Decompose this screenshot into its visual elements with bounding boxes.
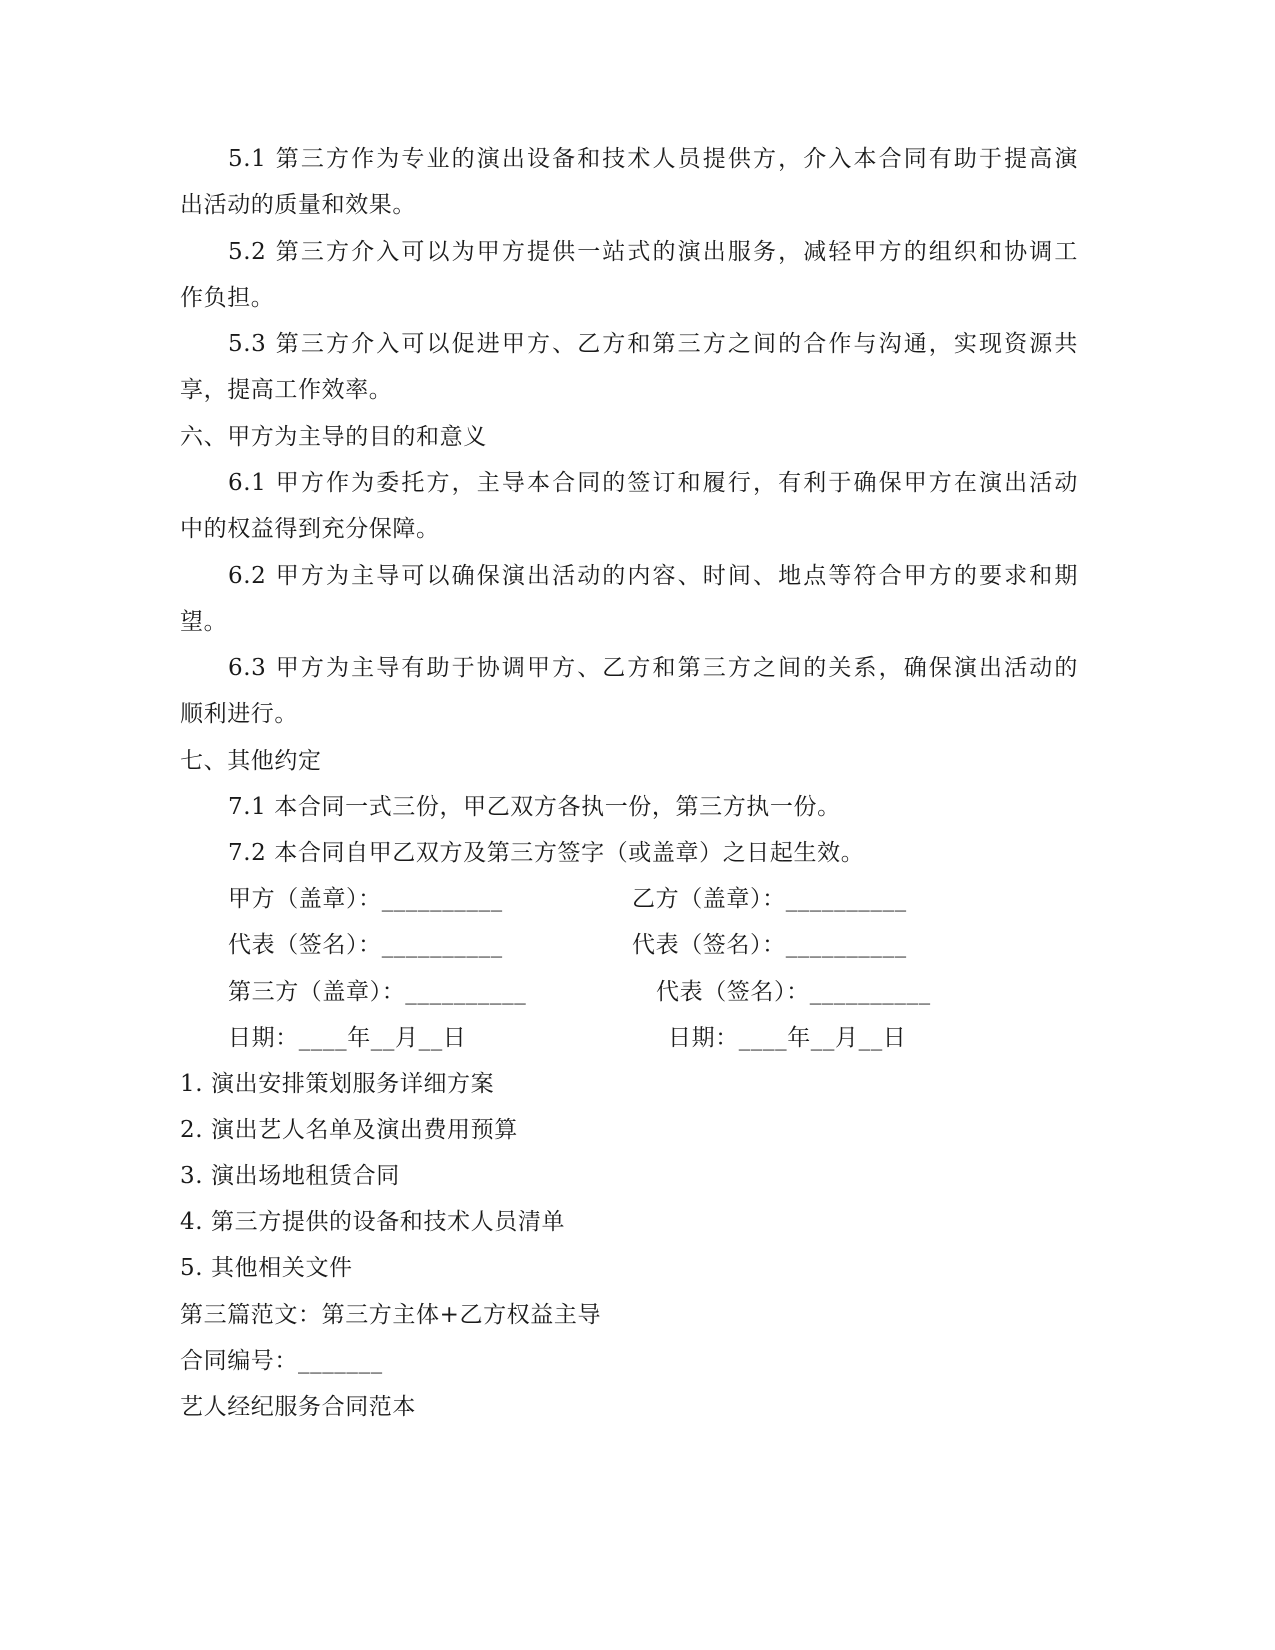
clause-6-2-line-1: 6.2 甲方为主导可以确保演出活动的内容、时间、地点等符合甲方的要求和期 xyxy=(228,563,1078,589)
date-field-right: 日期：____年__月__日 xyxy=(668,1025,907,1051)
attachment-item: 5. 其他相关文件 xyxy=(180,1255,353,1281)
clause-5-2-line-2: 作负担。 xyxy=(180,285,275,311)
attachment-item: 1. 演出安排策划服务详细方案 xyxy=(180,1071,495,1097)
clause-6-2-line-2: 望。 xyxy=(180,609,228,635)
third-party-seal-field: 第三方（盖章）：__________ xyxy=(228,979,527,1005)
section-7-heading: 七、其他约定 xyxy=(180,748,322,774)
clause-6-1-line-2: 中的权益得到充分保障。 xyxy=(180,516,440,542)
party-a-rep-field: 代表（签名）：__________ xyxy=(228,932,503,958)
attachment-item: 2. 演出艺人名单及演出费用预算 xyxy=(180,1117,518,1143)
party-b-seal-field: 乙方（盖章）：__________ xyxy=(632,886,907,912)
clause-6-3-line-2: 顺利进行。 xyxy=(180,701,298,727)
clause-5-3-line-2: 享，提高工作效率。 xyxy=(180,377,393,403)
clause-7-2: 7.2 本合同自甲乙双方及第三方签字（或盖章）之日起生效。 xyxy=(228,840,865,866)
section-6-heading: 六、甲方为主导的目的和意义 xyxy=(180,424,487,450)
clause-5-2-line-1: 5.2 第三方介入可以为甲方提供一站式的演出服务，减轻甲方的组织和协调工 xyxy=(228,239,1078,265)
next-template-title: 第三篇范文：第三方主体+乙方权益主导 xyxy=(180,1302,602,1328)
party-a-seal-field: 甲方（盖章）：__________ xyxy=(228,886,503,912)
party-b-rep-field: 代表（签名）：__________ xyxy=(632,932,907,958)
clause-5-1-line-1: 5.1 第三方作为专业的演出设备和技术人员提供方，介入本合同有助于提高演 xyxy=(228,146,1078,172)
third-party-rep-field: 代表（签名）：__________ xyxy=(656,979,931,1005)
clause-7-1: 7.1 本合同一式三份，甲乙双方各执一份，第三方执一份。 xyxy=(228,794,841,820)
contract-name: 艺人经纪服务合同范本 xyxy=(180,1394,416,1420)
clause-5-3-line-1: 5.3 第三方介入可以促进甲方、乙方和第三方之间的合作与沟通，实现资源共 xyxy=(228,331,1078,357)
contract-number-field: 合同编号：_______ xyxy=(180,1348,383,1374)
attachment-item: 4. 第三方提供的设备和技术人员清单 xyxy=(180,1209,566,1235)
clause-6-3-line-1: 6.3 甲方为主导有助于协调甲方、乙方和第三方之间的关系，确保演出活动的 xyxy=(228,655,1078,681)
attachment-item: 3. 演出场地租赁合同 xyxy=(180,1163,400,1189)
clause-5-1-line-2: 出活动的质量和效果。 xyxy=(180,192,416,218)
clause-6-1-line-1: 6.1 甲方作为委托方，主导本合同的签订和履行，有利于确保甲方在演出活动 xyxy=(228,470,1078,496)
date-field-left: 日期：____年__月__日 xyxy=(228,1025,467,1051)
